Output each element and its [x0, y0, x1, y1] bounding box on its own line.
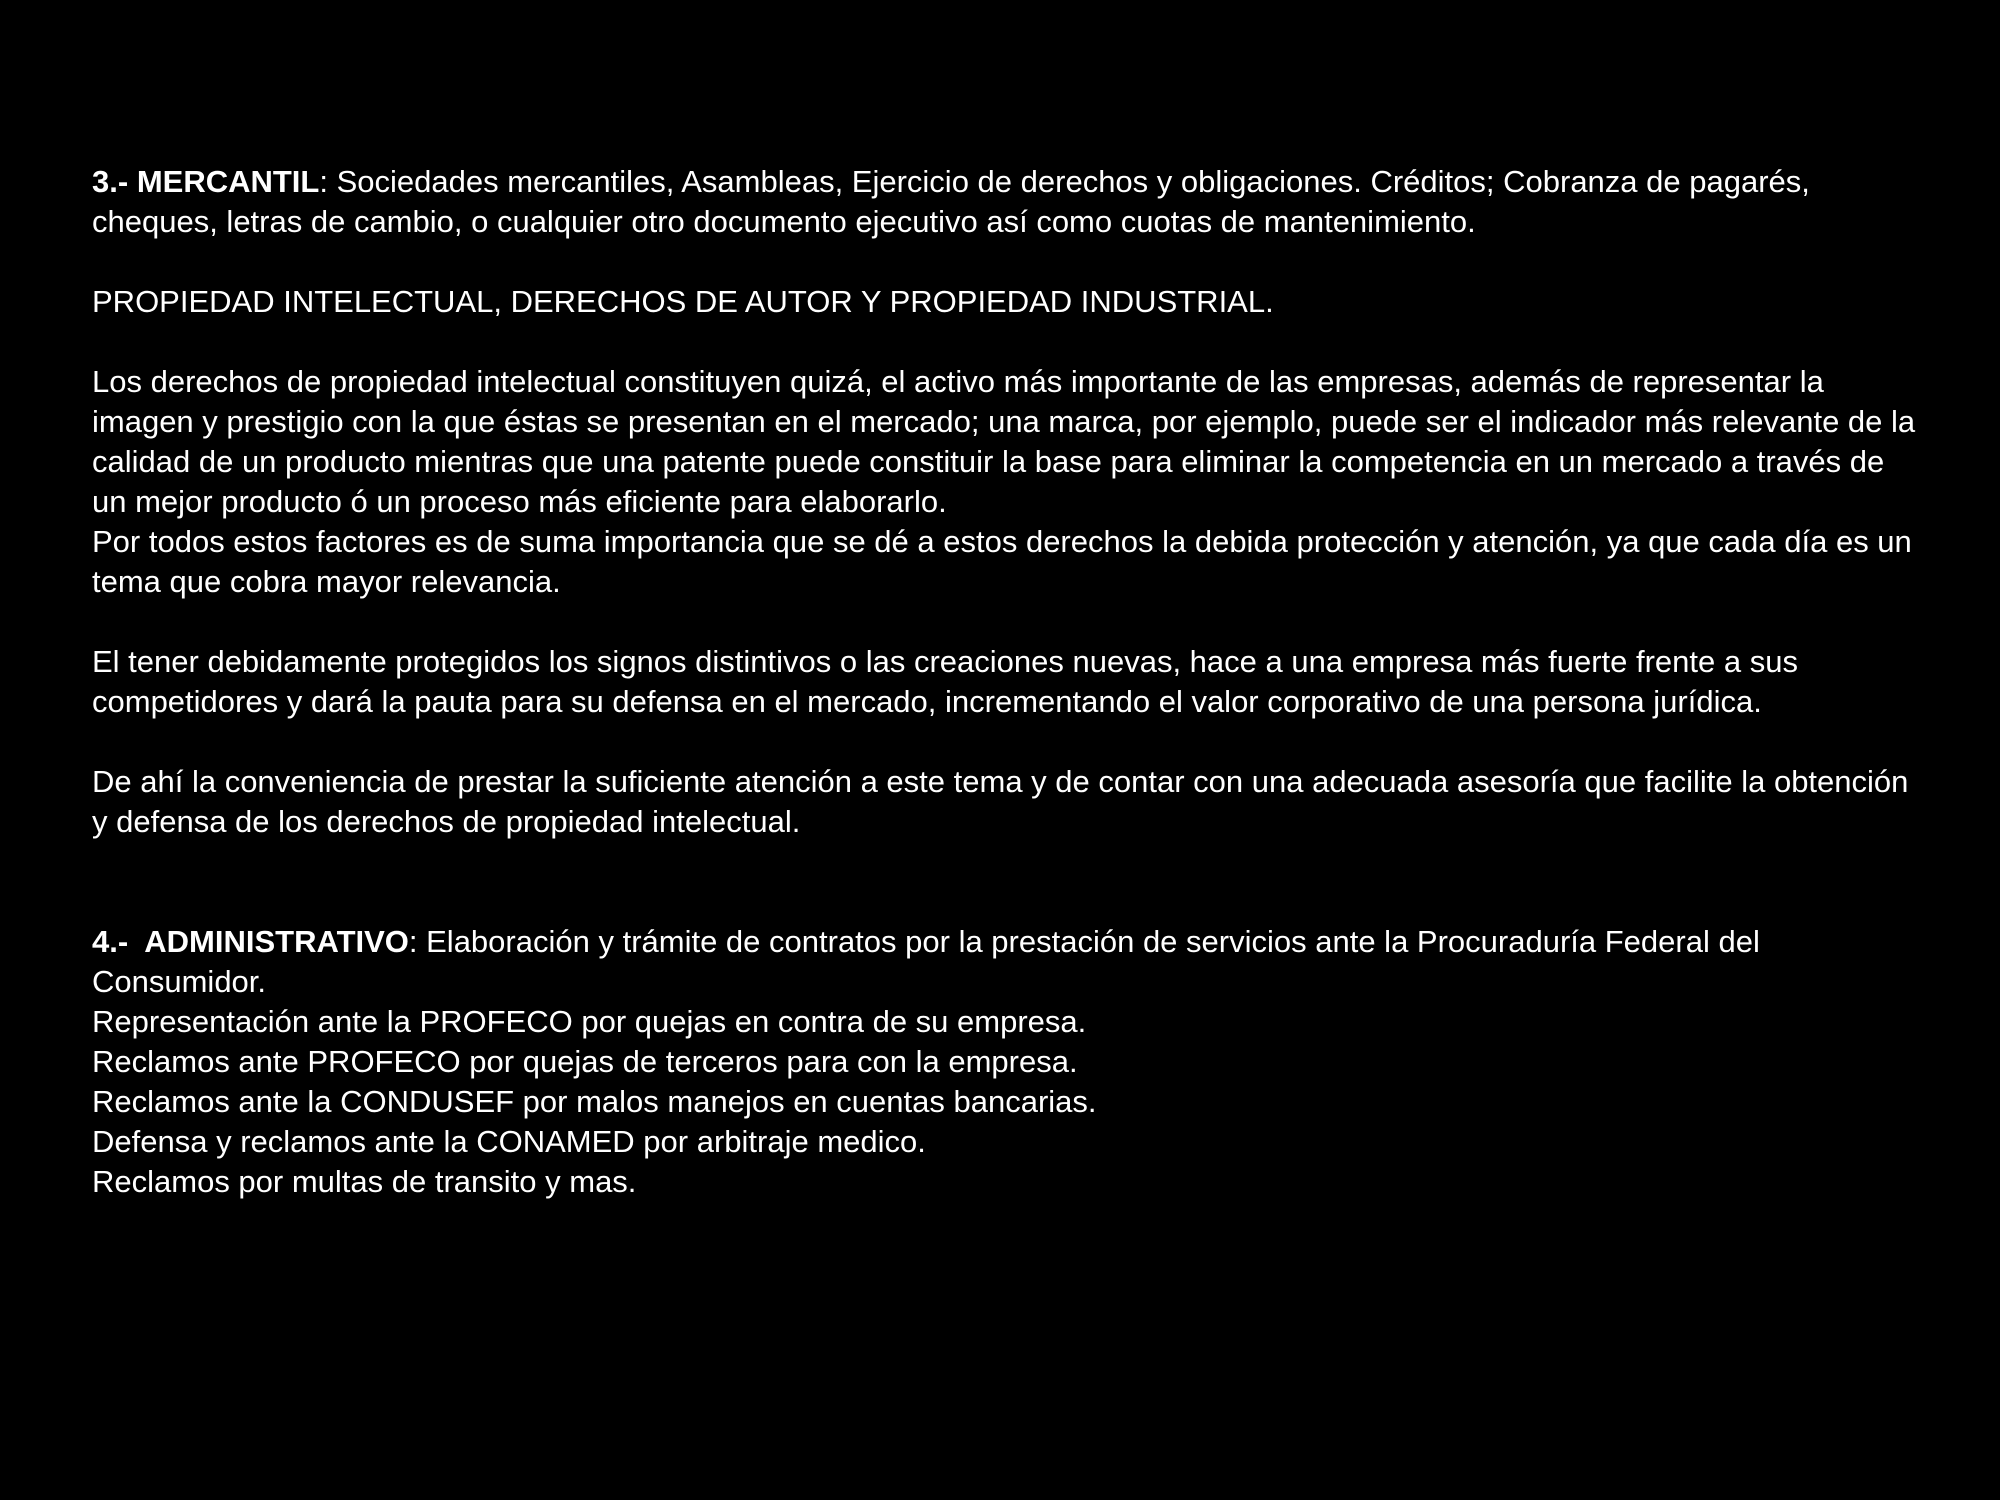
- list-item: Defensa y reclamos ante la CONAMED por arbitraje medico.: [92, 1124, 926, 1159]
- list-item: Reclamos ante PROFECO por quejas de terceros para con la empresa.: [92, 1044, 1078, 1079]
- mercantil-number: 3.-: [92, 164, 129, 199]
- propiedad-paragraph-1: Los derechos de propiedad intelectual constituyen quizá, el activo más importante de las empresas, además de representar la imagen y prestigio con la que éstas se presentan en el mercado; una marca, por ejemplo, puede ser el indicador más relevante de la calidad de un producto mientras que una patente puede constituir la base para eliminar la competencia en un mercado a través de un mejor producto ó un proceso más eficiente para elaborarlo.: [92, 364, 1916, 519]
- administrativo-list: [92, 1002, 1918, 1202]
- administrativo-paragraph: [92, 922, 1918, 1002]
- propiedad-paragraph-3: El tener debidamente protegidos los signos distintivos o las creaciones nuevas, hace a una empresa más fuerte frente a sus competidores y dará la pauta para su defensa en el mercado, incrementando el valor corporativo de una persona jurídica.: [92, 644, 1798, 719]
- list-item: Reclamos ante la CONDUSEF por malos manejos en cuentas bancarias.: [92, 1084, 1097, 1119]
- list-item: Representación ante la PROFECO por quejas en contra de su empresa.: [92, 1004, 1087, 1039]
- spacer: [92, 242, 1918, 282]
- propiedad-paragraph-2: Por todos estos factores es de suma importancia que se dé a estos derechos la debida protección y atención, ya que cada día es un tema que cobra mayor relevancia.: [92, 524, 1912, 599]
- spacer: [92, 842, 1918, 922]
- spacer: [92, 602, 1918, 642]
- list-item: Reclamos por multas de transito y mas.: [92, 1164, 637, 1199]
- propiedad-paragraph-4: De ahí la conveniencia de prestar la suficiente atención a este tema y de contar con una adecuada asesoría que facilite la obtención y defensa de los derechos de propiedad intelectual.: [92, 764, 1909, 839]
- administrativo-text: : Elaboración y trámite de contratos por la prestación de servicios ante la Procuraduría Federal del Consumidor.: [92, 924, 1760, 999]
- slide-content: [92, 162, 1918, 1202]
- mercantil-paragraph: [92, 162, 1918, 242]
- mercantil-text: : Sociedades mercantiles, Asambleas, Ejercicio de derechos y obligaciones. Créditos; Cobranza de pagarés, cheques, letras de cambio, o cualquier otro documento ejecutivo así como cuotas de mantenimiento.: [92, 164, 1810, 239]
- propiedad-heading: PROPIEDAD INTELECTUAL, DERECHOS DE AUTOR Y PROPIEDAD INDUSTRIAL.: [92, 284, 1274, 319]
- spacer: [92, 722, 1918, 762]
- administrativo-number: 4.-: [92, 924, 129, 959]
- spacer: [92, 322, 1918, 362]
- mercantil-heading: MERCANTIL: [136, 164, 320, 199]
- administrativo-heading: ADMINISTRATIVO: [144, 924, 409, 959]
